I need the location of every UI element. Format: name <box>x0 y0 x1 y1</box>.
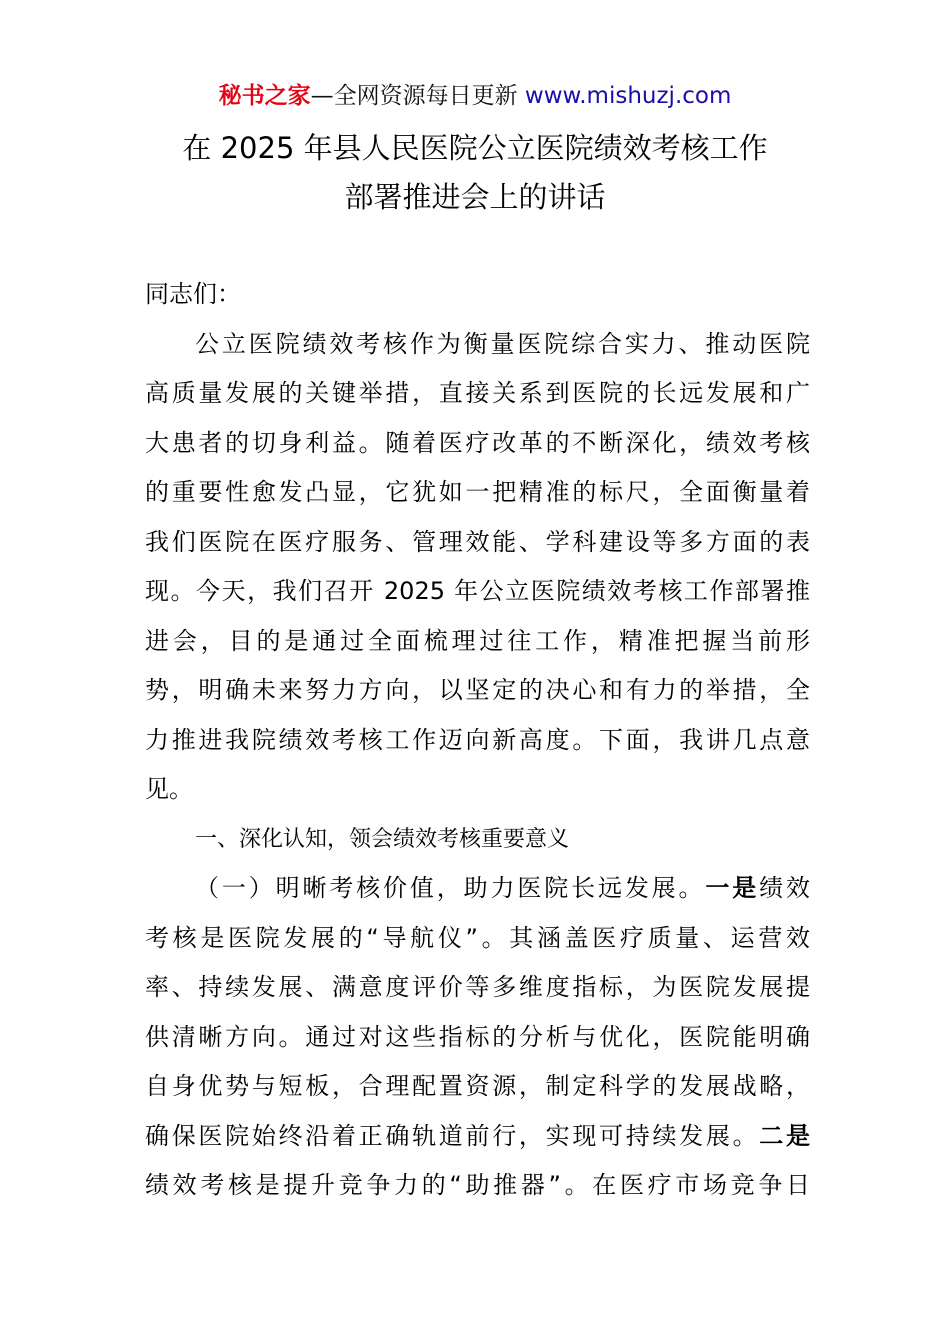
point-marker-one: 一是 <box>705 874 760 902</box>
section-heading: 一、深化认知，领会绩效考核重要意义 <box>195 826 570 852</box>
intro-line: 的重要性愈发凸显，它犹如一把精准的标尺，全面衡量着 <box>145 478 810 506</box>
site-header <box>0 80 950 112</box>
subsection-line: 考核是医院发展的“导航仪”。其涵盖医疗质量、运营效 <box>145 923 810 952</box>
site-slogan: —全网资源每日更新 <box>310 83 525 109</box>
point-marker-two: 二是 <box>759 1121 811 1150</box>
intro-line: 高质量发展的关键举措，直接关系到医院的长远发展和广 <box>145 379 810 407</box>
subsection-line-text: 确保医院始终沿着正确轨道前行，实现可持续发展。 <box>145 1121 760 1150</box>
intro-line: 势，明确未来努力方向，以坚定的决心和有力的举措，全 <box>145 676 810 704</box>
speech-body <box>145 270 810 1211</box>
intro-line: 大患者的切身利益。随着医疗改革的不断深化，绩效考核 <box>145 428 810 457</box>
subsection-line: 供清晰方向。通过对这些指标的分析与优化，医院能明确 <box>145 1022 810 1051</box>
point-text: 绩效 <box>759 874 811 902</box>
site-brand: 秘书之家 <box>218 83 311 109</box>
intro-line: 见。 <box>145 775 193 803</box>
subsection-line <box>145 1112 810 1162</box>
greeting: 同志们： <box>145 280 241 308</box>
intro-line: 我们医院在医疗服务、管理效能、学科建设等多方面的表 <box>145 527 810 556</box>
intro-line: 进会，目的是通过全面梳理过往工作，精准把握当前形 <box>145 626 810 655</box>
subsection-line: 绩效考核是提升竞争力的“助推器”。在医疗市场竞争日 <box>145 1171 810 1199</box>
intro-line: 力推进我院绩效考核工作迈向新高度。下面，我讲几点意 <box>145 725 810 754</box>
subsection-intro-line <box>145 864 810 914</box>
subsection-line: 率、持续发展、满意度评价等多维度指标，为医院发展提 <box>145 973 810 1001</box>
site-url-link[interactable]: www.mishuzj.com <box>524 83 732 109</box>
intro-line: 现。今天，我们召开 2025 年公立医院绩效考核工作部署推 <box>145 577 810 605</box>
document-title-line-2: 部署推进会上的讲话 <box>344 180 606 214</box>
subsection-title: （一）明晰考核价值，助力医院长远发展。 <box>195 874 706 902</box>
subsection-line: 自身优势与短板，合理配置资源，制定科学的发展战略， <box>145 1072 810 1100</box>
document-title-line-1: 在 2025 年县人民医院公立医院绩效考核工作 <box>182 131 768 165</box>
intro-line: 公立医院绩效考核作为衡量医院综合实力、推动医院 <box>195 329 810 358</box>
